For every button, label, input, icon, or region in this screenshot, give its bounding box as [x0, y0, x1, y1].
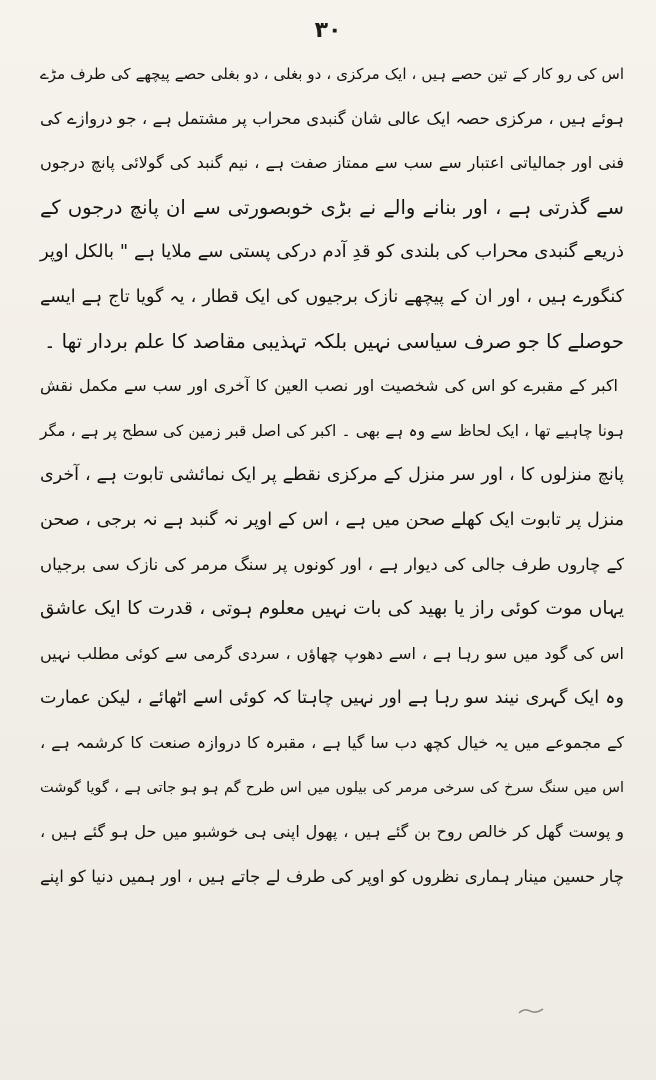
text-line: یہاں موت کوئی راز یا بھید کی بات نہیں معلوم ہوتی ، قدرت کا ایک عاشق — [40, 598, 624, 620]
text-line: سے گذرتی ہے ، اور بنانے والے نے بڑی خوبصورتی سے ان پانچ درجوں کے — [40, 195, 624, 219]
body-text — [40, 64, 624, 911]
pen-stroke-mark — [518, 1006, 544, 1016]
text-line: اس کی رو کار کے تین حصے ہیں ، ایک مرکزی ، دو بغلی ، دو بغلی حصے پیچھے کی طرف مڑے — [40, 65, 624, 83]
text-line: چار حسین مینار ہماری نظروں کو اوپر کی طرف لے جاتے ہیں ، اور ہمیں دنیا کو اپنے — [40, 866, 624, 886]
text-line: اس میں سنگ سرخ کی سرخی مرمر کی بیلوں میں اس طرح گم ہو ہو جاتی ہے ، گویا گوشت — [40, 779, 624, 796]
text-line: و پوست گھل کر خالص روح بن گئے ہیں ، پھول اپنی ہی خوشبو میں حل ہو گئے ہیں ، — [40, 822, 624, 842]
page-number: ۳۰ — [314, 18, 342, 43]
text-line: وہ ایک گہری نیند سو رہا ہے اور نہیں چاہتا کہ کوئی اسے اٹھائے ، لیکن عمارت — [40, 688, 624, 709]
text-line: ذریعے گنبدی محراب کی بلندی کو قدِ آدم درکی پستی سے ملایا ہے " بالکل اوپر — [40, 241, 624, 263]
text-line: اکبر کے مقبرے کو اس کی شخصیت اور نصب العین کا آخری اور سب سے مکمل نقش — [40, 376, 618, 396]
text-line: منزل پر تابوت ایک کھلے صحن میں ہے ، اس کے اوپر نہ گنبد ہے نہ برجی ، صحن — [40, 509, 624, 530]
text-line: کنگورے ہیں ، اور ان کے پیچھے نازک برجیوں کی ایک قطار ، یہ گویا تاج ہے ایسے — [40, 286, 624, 307]
text-line: ہونا چاہیے تھا ، ایک لحاظ سے وہ ہے بھی ۔ اکبر کی اصل قبر زمین کی سطح پر ہے ، مگر — [40, 421, 624, 440]
text-line: پانچ منزلوں کا ، اور سر منزل کے مرکزی نقطے پر ایک نمائشی تابوت ہے ، آخری — [40, 465, 624, 486]
text-line: فنی اور جمالیاتی اعتبار سے سب سے ممتاز صفت ہے ، نیم گنبد کی گولائی پانچ درجوں — [40, 153, 624, 173]
text-line: اس کی گود میں سو رہا ہے ، اسے دھوپ چھاؤں ، سردی گرمی سے کوئی مطلب نہیں — [40, 643, 624, 663]
text-line: کے مجموعے میں یہ خیال کچھ دب سا گیا ہے ، مقبرہ کا دروازہ صنعت کا کرشمہ ہے ، — [40, 732, 624, 752]
text-line: حوصلے کا جو صرف سیاسی نہیں بلکہ تہذیبی مقاصد کا علم بردار تھا ۔ — [44, 329, 624, 353]
text-line: ہوئے ہیں ، مرکزی حصہ ایک عالی شان گنبدی محراب پر مشتمل ہے ، جو دروازے کی — [40, 108, 624, 128]
text-line: کے چاروں طرف جالی کی دیوار ہے ، اور کونوں پر سنگ مرمر کی نازک سی برجیاں — [40, 554, 624, 574]
